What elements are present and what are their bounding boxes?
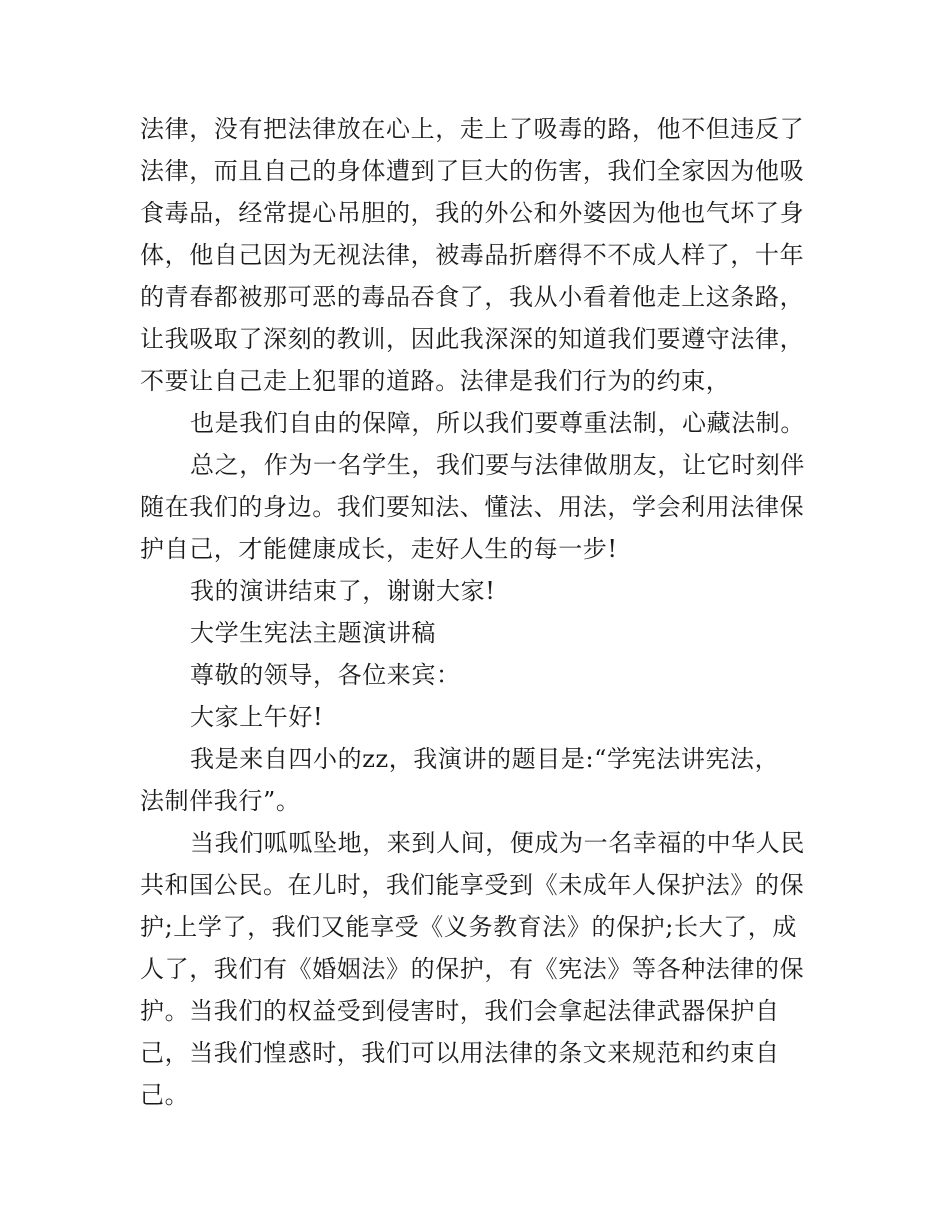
- text-line: 共和国公民。在儿时，我们能享受到《未成年人保护法》的保: [140, 871, 805, 899]
- text-line: 的青春都被那可恶的毒品吞食了，我从小看着他走上这条路，: [140, 283, 805, 311]
- text-line: 护自己，才能健康成长，走好人生的每一步!: [140, 535, 618, 563]
- text-line: 法律，而且自己的身体遭到了巨大的伤害，我们全家因为他吸: [140, 157, 805, 185]
- paragraph-body: [140, 822, 812, 1116]
- closing-line: [140, 570, 812, 612]
- text-line: 我是来自四小的zz，我演讲的题目是:“学宪法讲宪法，: [190, 745, 780, 773]
- paragraph-1: [140, 108, 812, 402]
- salutation: [140, 654, 812, 696]
- introduction: [140, 738, 812, 822]
- text-line: 也是我们自由的保障，所以我们要尊重法制，心藏法制。: [190, 409, 805, 437]
- text-line: 让我吸取了深刻的教训，因此我深深的知道我们要遵守法律，: [140, 325, 805, 353]
- text-line: 法制伴我行”。: [140, 787, 301, 815]
- speech-title: [140, 612, 812, 654]
- text-line: 人了，我们有《婚姻法》的保护，有《宪法》等各种法律的保: [140, 955, 805, 983]
- text-line: 当我们呱呱坠地，来到人间，便成为一名幸福的中华人民: [190, 829, 805, 857]
- text-line: 食毒品，经常提心吊胆的，我的外公和外婆因为他也气坏了身: [140, 199, 805, 227]
- text-line: 随在我们的身边。我们要知法、懂法、用法，学会利用法律保: [140, 493, 805, 521]
- text-line: 大家上午好!: [190, 703, 324, 731]
- text-line: 体，他自己因为无视法律，被毒品折磨得不不成人样了，十年: [140, 241, 805, 269]
- text-line: 我的演讲结束了，谢谢大家!: [190, 577, 496, 605]
- text-line: 护。当我们的权益受到侵害时，我们会拿起法律武器保护自: [140, 997, 780, 1025]
- text-line: 总之，作为一名学生，我们要与法律做朋友，让它时刻伴: [190, 451, 805, 479]
- document-body: [140, 108, 812, 1116]
- text-line: 护;上学了，我们又能享受《义务教育法》的保护;长大了，成: [140, 913, 797, 941]
- text-line: 法律，没有把法律放在心上，走上了吸毒的路，他不但违反了: [140, 115, 805, 143]
- greeting: [140, 696, 812, 738]
- text-line: 大学生宪法主题演讲稿: [190, 619, 436, 647]
- paragraph-2: [140, 402, 812, 444]
- text-line: 不要让自己走上犯罪的道路。法律是我们行为的约束，: [140, 367, 731, 395]
- text-line: 己。: [140, 1081, 190, 1109]
- text-line: 己，当我们惶惑时，我们可以用法律的条文来规范和约束自: [140, 1039, 780, 1067]
- paragraph-3: [140, 444, 812, 570]
- text-line: 尊敬的领导，各位来宾：: [190, 661, 461, 689]
